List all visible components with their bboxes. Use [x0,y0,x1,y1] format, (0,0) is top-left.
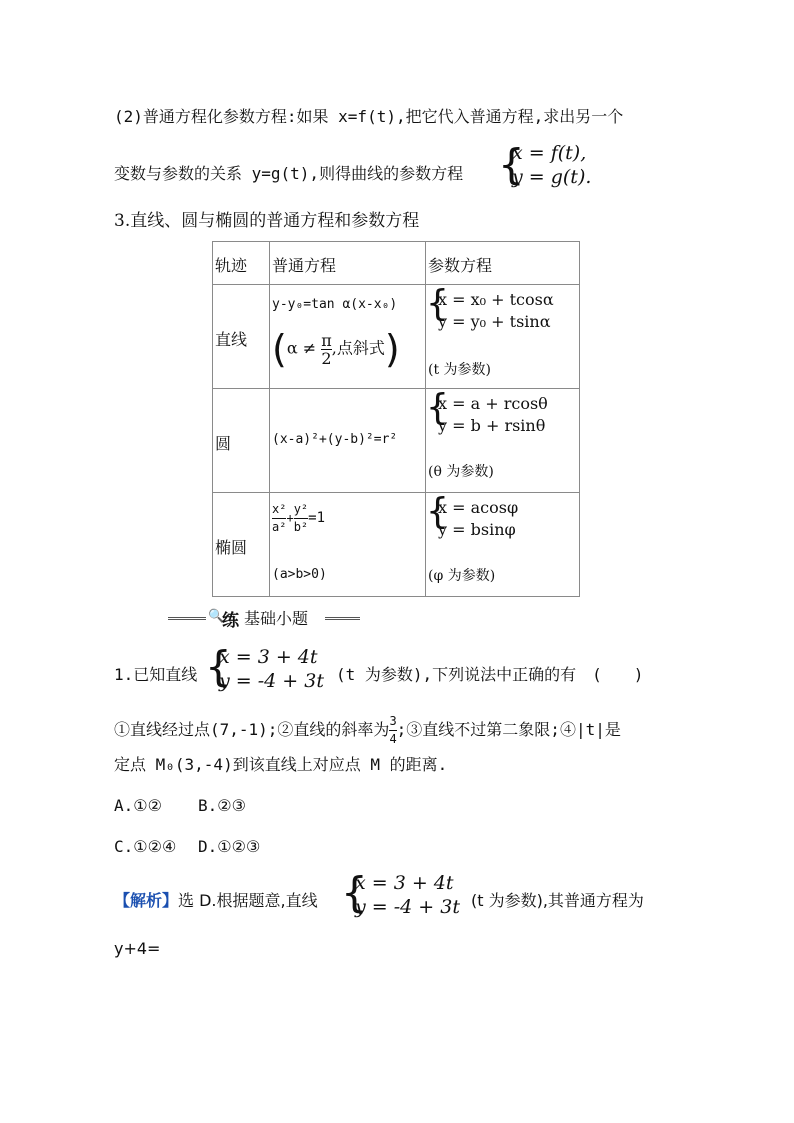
table-row [213,285,580,389]
solution-line2: y+4= [114,939,161,958]
equation-table [212,241,580,597]
solution-line1: 【解析】选 D.根据题意,直线 [114,891,318,910]
row-name-ellipse: 椭圆 [213,493,270,597]
left-brace: { [498,140,525,189]
row-name-circle: 圆 [213,389,270,493]
option-b: B.②③ [198,796,246,815]
header-cell-general: 普通方程 [270,242,426,285]
practice-icon: 练 [222,611,239,631]
slope-condition: (α ≠ $\frac{\pi}{2}$ ,点斜式) [272,327,400,371]
solution-equation-system: { x = 3 + 4t y = -4 + 3t [341,868,460,918]
row-name-line: 直线 [213,285,270,389]
eq-y: y = g(t). [512,166,592,188]
q1-suffix: (t 为参数),下列说法中正确的有 ( ) [336,665,644,684]
option-c: C.①②④ [114,837,177,856]
row-param-ellipse: { x = acosφ y = bsinφ (φ 为参数) [426,493,580,597]
header-cell-locus: 轨迹 [213,242,270,285]
q1-statement-line1: ①直线经过点(7,-1);②直线的斜率为 $\frac{3}{4}$ ;③直线不过第二象限;④|t|是 [114,714,621,746]
slope-fraction: $\frac{3}{4}$ [389,714,397,746]
ellipse-equation: $\frac{\text{x²}}{\text{a²}}$ + $\frac{\text{y²}}{\text{b²}}$ =1 [272,502,325,534]
table-row [213,493,580,597]
para2-line1: (2)普通方程化参数方程:如果 x=f(t),把它代入普通方程,求出另一个 [114,107,624,126]
practice-label: 基础小题 [244,609,309,628]
row-param-line: { x = x₀ + tcosα y = y₀ + tsinα (t 为参数) [426,285,580,389]
option-a: A.①② [114,796,162,815]
section3-title: 3.直线、圆与椭圆的普通方程和参数方程 [114,211,420,231]
eq-x: x = f(t), [512,142,587,164]
magnifier-icon: 🔍 [208,609,225,624]
q1-equation-system: { x = 3 + 4t y = -4 + 3t [205,642,324,692]
para2-line2: 变数与参数的关系 y=g(t),则得曲线的参数方程 [114,164,464,183]
para2-equation-system [498,140,598,196]
q1-prefix: 1.已知直线 [114,665,198,684]
row-param-circle: { x = a + rcosθ y = b + rsinθ (θ 为参数) [426,389,580,493]
q1-statement-line2: 定点 M₀(3,-4)到该直线上对应点 M 的距离. [114,755,448,774]
row-general-circle: (x-a)²+(y-b)²=r² [270,389,426,493]
option-d: D.①②③ [198,837,261,856]
heading-rule-left [168,617,206,620]
row-general-line: y-y₀=tan α(x-x₀) (α ≠ $\frac{\pi}{2}$ ,点斜式) [270,285,426,389]
table-row [213,389,580,493]
solution-text-b: (t 为参数),其普通方程为 [471,891,644,910]
solution-tag: 【解析】 [114,891,179,910]
row-general-ellipse: $\frac{\text{x²}}{\text{a²}}$ + $\frac{\text{y²}}{\text{b²}}$ =1 (a>b>0) [270,493,426,597]
heading-rule-right [325,617,360,620]
header-cell-param: 参数方程 [426,242,580,285]
